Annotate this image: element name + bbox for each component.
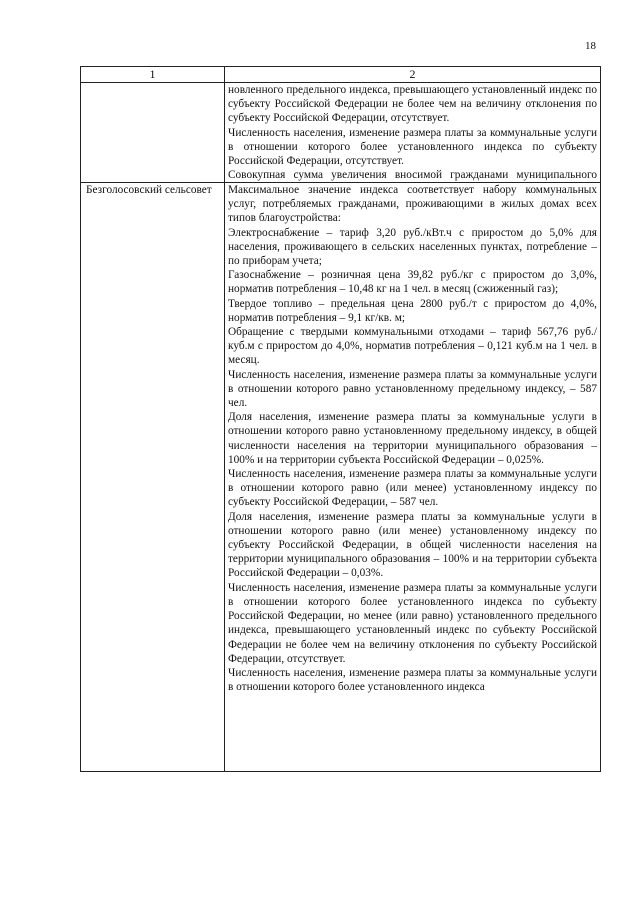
table-row — [81, 183, 601, 772]
column-header-1: 1 — [81, 67, 225, 83]
paragraph: новленного предельного индекса, превышающего установленный индекс по субъекту Российской Федерации не более чем на величину отклонения по субъекту Российской Федерации, отсутствует. — [228, 84, 597, 125]
paragraph: Численность населения, изменение размера платы за коммунальные услуги в отношении которого равно (или менее) установленному индексу по субъекту Российской Федерации, – 587 чел. — [228, 468, 597, 509]
paragraph: Доля населения, изменение размера платы за коммунальные услуги в отношении которого равно установленному предельному индексу, в общей численности населения на территории муниципального образования – 100% и на территории субъекта Российской Федерации – 0,025%. — [228, 411, 597, 466]
paragraph: Доля населения, изменение размера платы за коммунальные услуги в отношении которого равно (или менее) установленному индексу по субъекту Российской Федерации, в общей численности населения на территории муниципального образования – 100% и на территории субъекта Российской Федерации – 0,03%. — [228, 510, 597, 580]
table-row — [81, 83, 601, 183]
municipality-cell — [81, 83, 225, 183]
description-cell — [225, 183, 601, 772]
column-header-2: 2 — [225, 67, 601, 83]
paragraph: Совокупная сумма увеличения вносимой гражданами муниципального — [228, 169, 597, 182]
paragraph: Газоснабжение – розничная цена 39,82 руб./кг с приростом до 3,0%, норматив потребления – 10,48 кг на 1 чел. в месяц (сжиженный газ); — [228, 269, 597, 296]
index-table — [80, 66, 601, 772]
paragraph: Численность населения, изменение размера платы за коммунальные услуги в отношении которого более установленного индекса по субъекту Российской Федерации, отсутствует. — [228, 126, 597, 168]
paragraph: Максимальное значение индекса соответствует набору коммунальных услуг, потребляемых гражданами, проживающими в жилых домах всех типов благоустройства: — [228, 184, 597, 225]
paragraph: Численность населения, изменение размера платы за коммунальные услуги в отношении которого более установленного индекса по субъекту Российской Федерации, но менее (или равно) установленного предельного индекса, превышающего установленный индекс по субъекту Российской Федерации не более чем на величину отклонения по субъекту Российской Федерации, отсутствует. — [228, 581, 597, 665]
paragraph: Обращение с твердыми коммунальными отходами – тариф 567,76 руб./куб.м с приростом до 4,0%, норматив потребления – 0,121 куб.м на 1 чел. в месяц. — [228, 326, 597, 367]
paragraph: Твердое топливо – предельная цена 2800 руб./т с приростом до 4,0%, норматив потребления – 9,1 кг/кв. м; — [228, 297, 597, 324]
table-header-row — [81, 67, 601, 83]
page-number: 18 — [585, 40, 596, 52]
paragraph: Численность населения, изменение размера платы за коммунальные услуги в отношении которого равно установленному предельному индексу, – 587 чел. — [228, 368, 597, 410]
municipality-cell: Безголосовский сельсовет — [81, 183, 225, 772]
description-cell — [225, 83, 601, 183]
paragraph: Электроснабжение – тариф 3,20 руб./кВт.ч с приростом до 5,0% для населения, проживающего в сельских населенных пунктах, потребление – по приборам учета; — [228, 226, 597, 268]
paragraph: Численность населения, изменение размера платы за коммунальные услуги в отношении которого более установленного индекса — [228, 666, 597, 694]
